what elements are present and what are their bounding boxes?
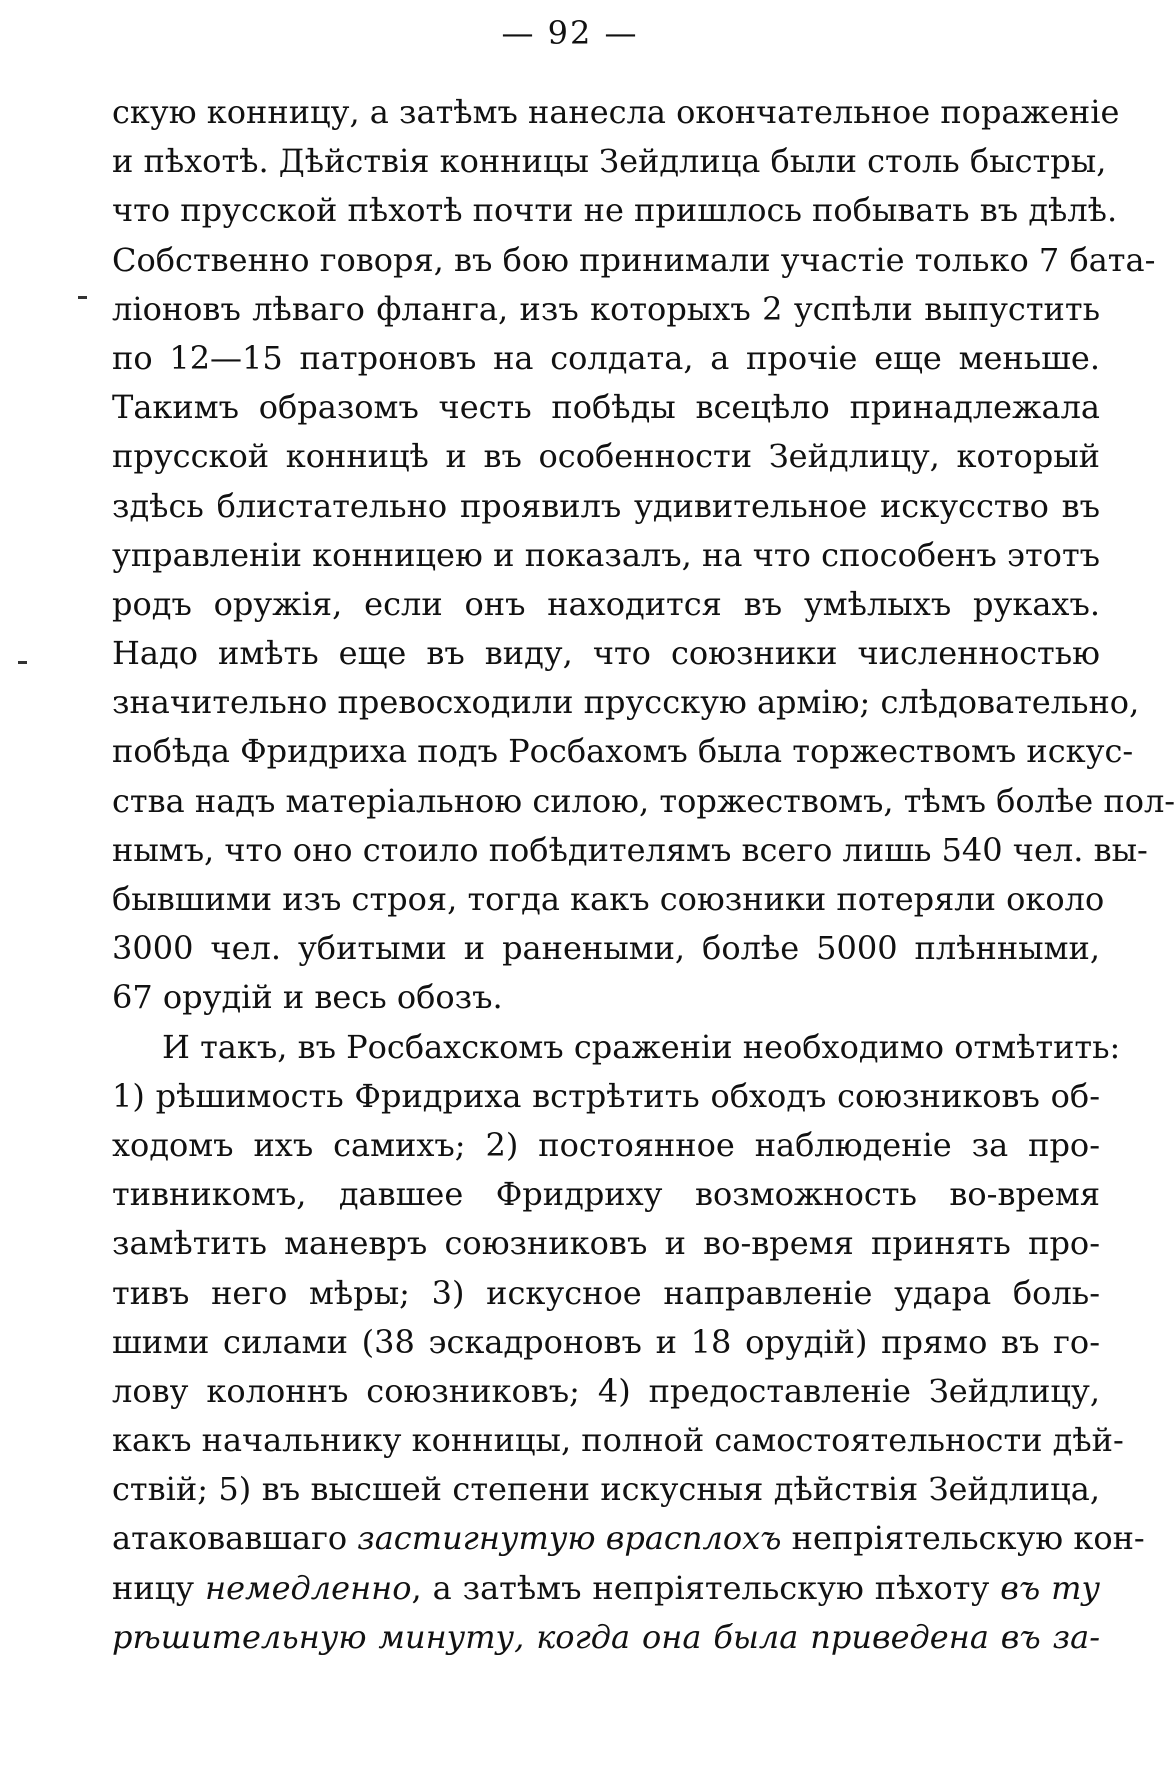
text-line: что прусской пѣхотѣ почти не пришлось побывать въ дѣлѣ.	[112, 191, 1118, 230]
text-line: 67 орудій и весь обозъ.	[112, 978, 503, 1017]
text-span: , а затѣмъ непріятельскую пѣхоту	[411, 1568, 1001, 1607]
text-line: нымъ, что оно стоило побѣдителямъ всего лишь 540 чел. вы-	[112, 830, 1148, 869]
text-line: 1) рѣшимость Фридриха встрѣтить обходъ союзниковъ об-	[112, 1076, 1100, 1115]
italic-span: въ ту	[1000, 1568, 1101, 1607]
text-line: замѣтить маневръ союзниковъ и во-время принять про-	[112, 1224, 1100, 1263]
text-line-mixed	[112, 1564, 1100, 1613]
text-line: бывшими изъ строя, тогда какъ союзники потеряли около	[112, 880, 1105, 918]
italic-span: немедленно	[205, 1568, 412, 1607]
text-line: Такимъ образомъ честь побѣды всецѣло принадлежала	[112, 388, 1100, 427]
text-line-mixed	[112, 1613, 1100, 1662]
text-line-mixed	[112, 1514, 1145, 1563]
text-line: какъ начальнику конницы, полной самостоятельности дѣй-	[112, 1421, 1124, 1460]
margin-mark	[78, 296, 87, 299]
italic-span: застигнутую врасплохъ	[357, 1519, 782, 1558]
text-line: ства надъ матеріальною силою, торжествомъ, тѣмъ болѣе пол-	[112, 781, 1175, 820]
text-span: атаковавшаго	[112, 1519, 358, 1558]
margin-mark	[18, 661, 27, 664]
italic-span: рѣшительную минуту, когда она была приведена въ за-	[112, 1617, 1100, 1656]
text-line: родъ оружія, если онъ находится въ умѣлыхъ рукахъ.	[112, 584, 1100, 623]
text-line: значительно превосходили прусскую армію; слѣдовательно,	[112, 683, 1140, 722]
text-line: Надо имѣть еще въ виду, что союзники численностью	[112, 634, 1100, 673]
text-line: шими силами (38 эскадроновъ и 18 орудій) прямо въ го-	[112, 1322, 1100, 1361]
page-number: — 92 —	[501, 14, 639, 52]
text-line: ходомъ ихъ самихъ; 2) постоянное наблюденіе за про-	[112, 1125, 1100, 1164]
text-line: прусской конницѣ и въ особенности Зейдлицу, который	[112, 437, 1100, 476]
text-line: 3000 чел. убитыми и ранеными, болѣе 5000 плѣнными,	[112, 929, 1100, 968]
text-span: ницу	[112, 1568, 206, 1607]
text-line: по 12—15 патроновъ на солдата, а прочіе еще меньше.	[112, 338, 1100, 377]
text-line: тивъ него мѣры; 3) искусное направленіе удара боль-	[112, 1273, 1100, 1312]
text-line: тивникомъ, давшее Фридриху возможность во-время	[112, 1175, 1100, 1214]
body-text	[112, 88, 1175, 1662]
text-line: ліоновъ лѣваго фланга, изъ которыхъ 2 успѣли выпустить	[112, 289, 1100, 328]
text-line: Собственно говоря, въ бою принимали участіе только 7 бата-	[112, 240, 1156, 279]
text-line: управленіи конницею и показалъ, на что способенъ этотъ	[112, 535, 1100, 574]
text-span: непріятельскую кон-	[781, 1519, 1145, 1558]
text-line: ствій; 5) въ высшей степени искусныя дѣйствія Зейдлица,	[112, 1470, 1100, 1509]
text-line: побѣда Фридриха подъ Росбахомъ была торжествомъ искус-	[112, 732, 1134, 771]
text-line: скую конницу, а затѣмъ нанесла окончательное пораженіе	[112, 93, 1120, 131]
text-line: лову колоннъ союзниковъ; 4) предоставленіе Зейдлицу,	[112, 1371, 1100, 1410]
text-line: И такъ, въ Росбахскомъ сраженіи необходимо отмѣтить:	[162, 1027, 1121, 1066]
text-line: и пѣхотѣ. Дѣйствія конницы Зейдлица были столь быстры,	[112, 142, 1107, 181]
text-line: здѣсь блистательно проявилъ удивительное искусство въ	[112, 486, 1100, 525]
